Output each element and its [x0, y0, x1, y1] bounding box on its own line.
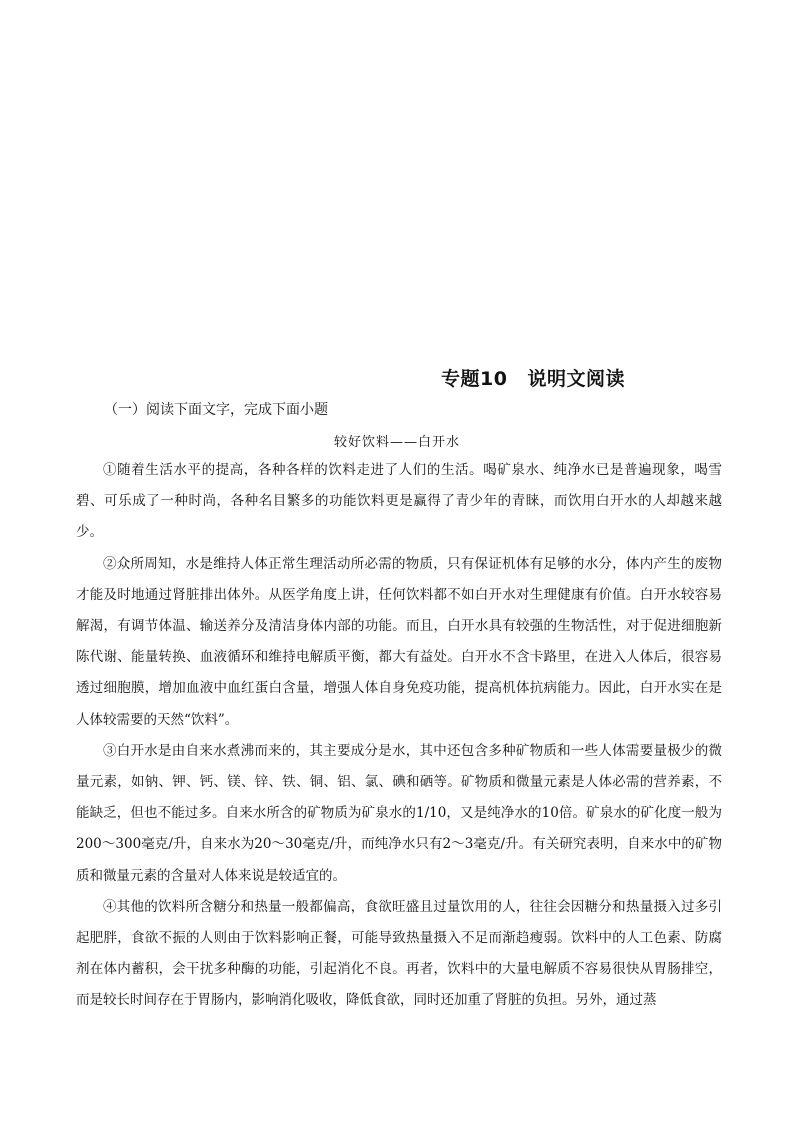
paragraph-3: ③白开水是由自来水煮沸而来的，其主要成分是水，其中还包含多种矿物质和一些人体需要量极少的微量元素，如钠、钾、钙、镁、锌、铁、铜、铝、氯、碘和硒等。矿物质和微量元素是人体必需的营养素，不能缺乏，但也不能过多。自来水所含的矿物质为矿泉水的1/10，又是纯净水的10倍。矿泉水的矿化度一般为200～300毫克/升，自来水为20～30毫克/升，而纯净水只有2～3毫克/升。有关研究表明，自来水中的矿物质和微量元素的含量对人体来说是较适宜的。 [76, 742, 722, 884]
reading-instruction: （一）阅读下面文字，完成下面小题 [104, 402, 328, 418]
topic-number: 专题10 [441, 368, 508, 390]
paragraph-4: ④其他的饮料所含糖分和热量一般都偏高，食欲旺盛且过量饮用的人，往往会因糖分和热量摄入过多引起肥胖，食欲不振的人则由于饮料影响正餐，可能导致热量摄入不足而渐趋瘦弱。饮料中的人工色素、防腐剂在体内蓄积，会干扰多种酶的功能，引起消化不良。再者，饮料中的大量电解质不容易很快从胃肠排空，而是较长时间存在于胃肠内，影响消化吸收，降低食欲，同时还加重了肾脏的负担。另外，通过蒸 [76, 898, 722, 1009]
paragraph-1: ①随着生活水平的提高，各种各样的饮料走进了人们的生活。喝矿泉水、纯净水已是普遍现象，喝雪碧、可乐成了一种时尚，各种名目繁多的功能饮料更是赢得了青少年的青睐，而饮用白开水的人却越来越少。 [76, 462, 722, 541]
article-title: 较好饮料——白开水 [333, 435, 460, 450]
article-body [76, 455, 722, 1017]
page-title [441, 364, 625, 391]
paragraph-2: ②众所周知，水是维持人体正常生理活动所必需的物质，只有保证机体有足够的水分，体内产生的废物才能及时地通过肾脏排出体外。从医学角度上讲，任何饮料都不如白开水对生理健康有价值。白开水较容易解渴，有调节体温、输送养分及清洁身体内部的功能。而且，白开水具有较强的生物活性，对于促进细胞新陈代谢、能量转换、血液循环和维持电解质平衡，都大有益处。白开水不含卡路里，在进入人体后，很容易透过细胞膜，增加血液中血红蛋白含量，增强人体自身免疫功能，提高机体抗病能力。因此，白开水实在是人体较需要的天然“饮料”。 [76, 555, 722, 728]
topic-name: 说明文阅读 [527, 368, 625, 390]
